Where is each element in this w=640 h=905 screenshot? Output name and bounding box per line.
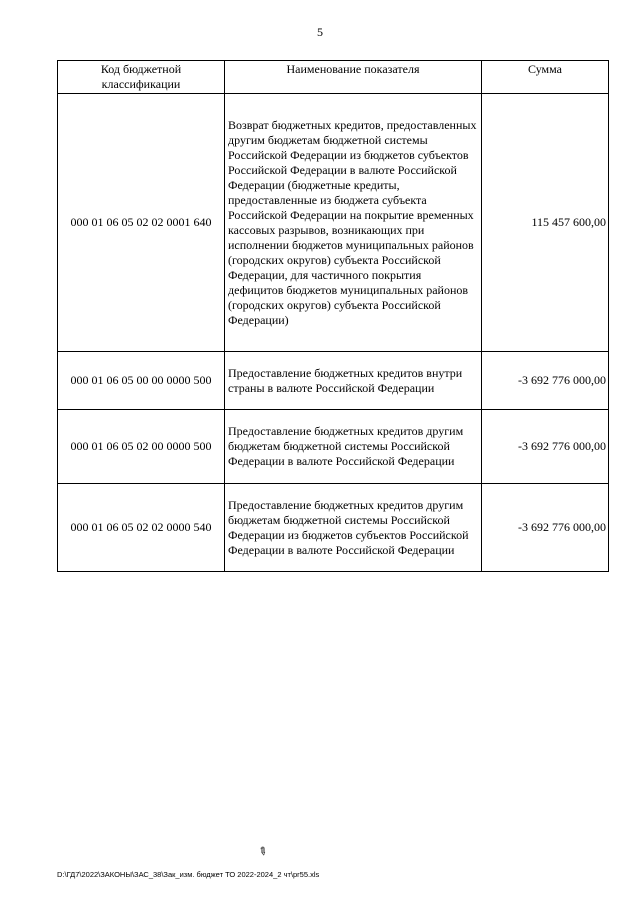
header-code: Код бюджетной классификации [58,61,225,94]
row-name: Предоставление бюджетных кредитов внутри страны в валюте Российской Федерации [225,352,482,410]
row-name: Предоставление бюджетных кредитов другим бюджетам бюджетной системы Российской Федерации в валюте Российской Федерации [225,410,482,484]
row-name: Возврат бюджетных кредитов, предоставленных другим бюджетам бюджетной системы Российской Федерации из бюджетов субъектов Российской Федерации в валюте Российской Федерации (бюджетные кредиты, предоставленные из бюджета субъекта Российской Федерации на покрытие временных кассовых разрывов, возникающих при исполнении бюджетов муниципальных районов (городских округов) субъекта Российской Федерации, для частичного покрытия дефицитов бюджетов муниципальных районов (городских округов) субъекта Российской Федерации) [225,94,482,352]
row-amount: -3 692 776 000,00 [482,352,609,410]
row-code: 000 01 06 05 02 02 0000 540 [58,484,225,572]
table-header-row [58,61,609,94]
row-code: 000 01 06 05 02 00 0000 500 [58,410,225,484]
row-code: 000 01 06 05 00 00 0000 500 [58,352,225,410]
signature-mark: ✎ [255,844,270,860]
file-path: D:\ГД7\2022\ЗАКОНЫ\ЗАС_38\Зак_изм. бюджет ТО 2022-2024_2 чт\pr55.xls [57,870,320,879]
row-amount: -3 692 776 000,00 [482,410,609,484]
header-name: Наименование показателя [225,61,482,94]
header-amount: Сумма [482,61,609,94]
page-number: 5 [317,25,323,39]
table-row [58,484,609,572]
table-row [58,352,609,410]
table-row [58,410,609,484]
row-amount: 115 457 600,00 [482,94,609,352]
budget-table [57,60,609,572]
row-amount: -3 692 776 000,00 [482,484,609,572]
row-code: 000 01 06 05 02 02 0001 640 [58,94,225,352]
row-name: Предоставление бюджетных кредитов другим бюджетам бюджетной системы Российской Федерации из бюджетов субъектов Российской Федерации в валюте Российской Федерации [225,484,482,572]
table-row [58,94,609,352]
